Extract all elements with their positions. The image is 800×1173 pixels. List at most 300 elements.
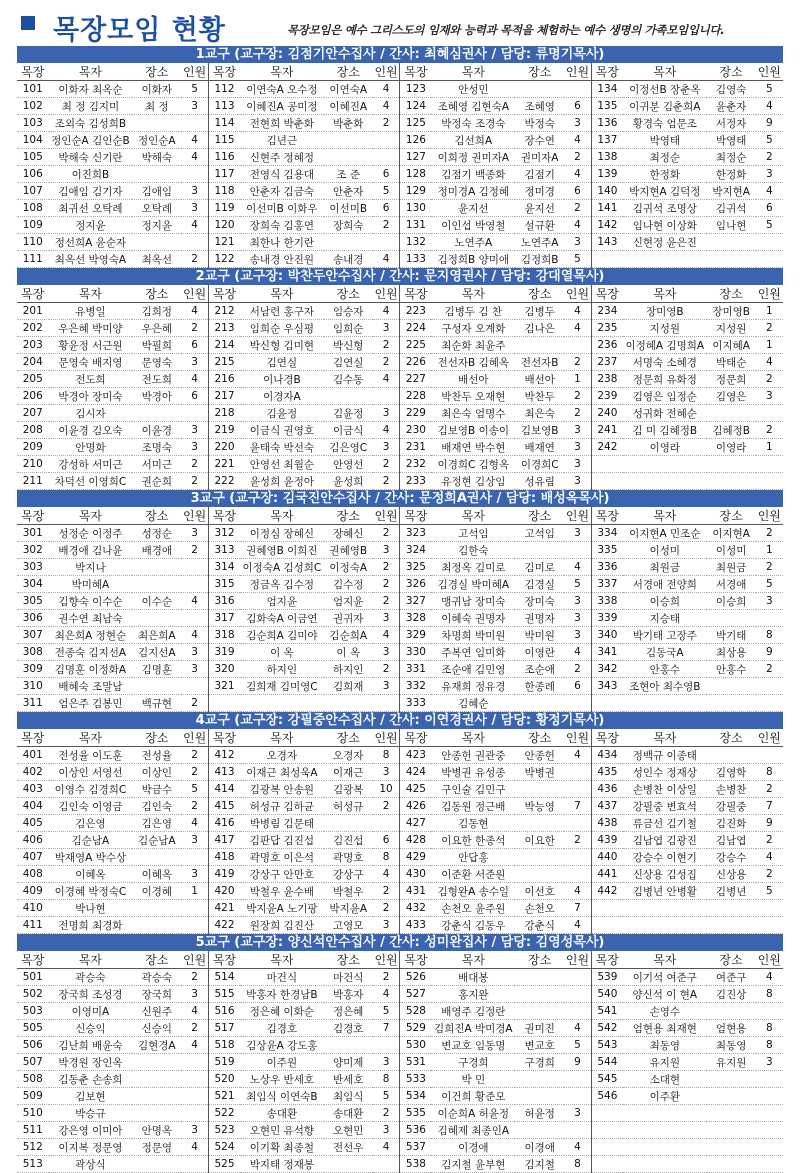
mokjang-number: 316 <box>208 593 240 610</box>
member-count: 2 <box>756 832 783 849</box>
member-count: 2 <box>181 969 208 986</box>
mokjang-number: 115 <box>208 132 240 149</box>
meeting-place: 박능영 <box>515 798 564 815</box>
table-row <box>17 183 783 200</box>
mokjang-number: 438 <box>591 815 623 832</box>
table-header-row <box>17 63 783 81</box>
column-header: 목장 <box>591 951 623 969</box>
member-count: 3 <box>181 439 208 456</box>
meeting-place: 정인순A <box>132 132 181 149</box>
mokjang-number: 106 <box>17 166 49 183</box>
member-count <box>181 234 208 251</box>
mokjang-number: 530 <box>400 1037 432 1054</box>
column-header: 목자 <box>431 729 515 747</box>
member-count <box>181 1105 208 1122</box>
member-count: 2 <box>564 661 591 678</box>
mokjang-number: 535 <box>400 1105 432 1122</box>
mokja-names: 엄지윤 <box>240 593 324 610</box>
member-count: 9 <box>756 644 783 661</box>
meeting-place <box>707 1122 756 1139</box>
member-count <box>756 1088 783 1105</box>
mokjang-number: 132 <box>400 234 432 251</box>
mokjang-number: 433 <box>400 917 432 934</box>
mokja-names: 이요한 한종석 <box>431 832 515 849</box>
member-count: 2 <box>181 695 208 712</box>
meeting-place <box>707 405 756 422</box>
column-header: 목자 <box>49 285 133 303</box>
column-header: 인원 <box>564 63 591 81</box>
mokjang-number: 528 <box>400 1003 432 1020</box>
mokjang-number <box>591 1122 623 1139</box>
mokjang-number: 229 <box>400 405 432 422</box>
member-count: 2 <box>373 354 400 371</box>
member-count: 4 <box>564 217 591 234</box>
member-count: 3 <box>181 644 208 661</box>
mokjang-number: 203 <box>17 337 49 354</box>
meeting-place: 서미근 <box>132 456 181 473</box>
mokja-names: 김희재 김미영C <box>240 678 324 695</box>
mokja-names <box>623 1139 707 1156</box>
mokja-names: 손천오 윤주원 <box>431 900 515 917</box>
mokjang-number: 431 <box>400 883 432 900</box>
column-header: 인원 <box>564 729 591 747</box>
mokjang-number: 541 <box>591 1003 623 1020</box>
member-count: 2 <box>373 593 400 610</box>
mokjang-number: 110 <box>17 234 49 251</box>
meeting-place: 권명자 <box>515 610 564 627</box>
mokjang-number: 529 <box>400 1020 432 1037</box>
mokjang-number: 402 <box>17 764 49 781</box>
mokjang-number: 331 <box>400 661 432 678</box>
member-count: 8 <box>564 1156 591 1173</box>
page-title: 목장모임 현황 <box>53 15 226 46</box>
district-section <box>17 712 783 934</box>
mokja-names: 주복연 임미화 <box>431 644 515 661</box>
mokja-names: 강은영 이미아 <box>49 1122 133 1139</box>
meeting-place: 안홍수 <box>707 661 756 678</box>
table-row <box>17 986 783 1003</box>
mokjang-number: 138 <box>591 149 623 166</box>
mokjang-number: 242 <box>591 439 623 456</box>
mokjang-number: 313 <box>208 542 240 559</box>
mokja-names: 강승수 이현기 <box>623 849 707 866</box>
mokja-names: 배경애 김나윤 <box>49 542 133 559</box>
district-table <box>17 285 783 490</box>
meeting-place: 윤춘자 <box>707 98 756 115</box>
mokjang-number: 515 <box>208 986 240 1003</box>
mokja-names: 안춘자 김금숙 <box>240 183 324 200</box>
mokja-names: 배대봉 <box>431 969 515 986</box>
mokjang-number: 339 <box>591 610 623 627</box>
member-count <box>756 1139 783 1156</box>
meeting-place: 김수동 <box>324 371 373 388</box>
mokjang-number: 429 <box>400 849 432 866</box>
column-header: 장소 <box>707 63 756 81</box>
member-count: 5 <box>564 251 591 268</box>
mokja-names: 노상우 반세호 <box>240 1071 324 1088</box>
meeting-place: 이영란 <box>515 644 564 661</box>
member-count <box>756 1003 783 1020</box>
mokjang-number: 224 <box>400 320 432 337</box>
mokjang-number: 543 <box>591 1037 623 1054</box>
mokjang-number: 512 <box>17 1139 49 1156</box>
meeting-place: 최원금 <box>707 559 756 576</box>
mokja-names: 이진희B <box>49 166 133 183</box>
meeting-place <box>515 849 564 866</box>
table-row <box>17 439 783 456</box>
member-count <box>564 849 591 866</box>
mokja-names: 이성미 <box>623 542 707 559</box>
meeting-place: 전성율 <box>132 747 181 764</box>
mokja-names: 최귀선 오탁례 <box>49 200 133 217</box>
table-row <box>17 200 783 217</box>
mokja-names: 정지윤 <box>49 217 133 234</box>
meeting-place: 강승수 <box>707 849 756 866</box>
member-count: 4 <box>181 1003 208 1020</box>
district-table <box>17 951 783 1173</box>
mokjang-number: 129 <box>400 183 432 200</box>
mokja-names: 전영식 김용대 <box>240 166 324 183</box>
mokjang-number: 130 <box>400 200 432 217</box>
mokja-names <box>623 695 707 712</box>
mokjang-number: 103 <box>17 115 49 132</box>
column-header: 목장 <box>208 63 240 81</box>
mokjang-number: 412 <box>208 747 240 764</box>
mokjang-number: 434 <box>591 747 623 764</box>
meeting-place: 백규현 <box>132 695 181 712</box>
meeting-place: 한종례 <box>515 678 564 695</box>
member-count: 2 <box>373 473 400 490</box>
meeting-place: 권귀자 <box>324 610 373 627</box>
member-count <box>564 81 591 98</box>
mokjang-number: 511 <box>17 1122 49 1139</box>
member-count <box>756 456 783 473</box>
member-count: 1 <box>756 337 783 354</box>
column-header: 인원 <box>756 729 783 747</box>
meeting-place <box>707 1156 756 1173</box>
mokja-names: 정백규 이종태 <box>623 747 707 764</box>
column-header: 장소 <box>324 729 373 747</box>
mokja-names: 박지나 <box>49 559 133 576</box>
meeting-place: 허성규 <box>324 798 373 815</box>
meeting-place <box>707 1088 756 1105</box>
mokja-names: 이정선B 장춘옥 <box>623 81 707 98</box>
column-header: 장소 <box>132 507 181 525</box>
meeting-place: 김나은 <box>515 320 564 337</box>
meeting-place <box>132 234 181 251</box>
member-count: 4 <box>564 559 591 576</box>
mokja-names: 최한나 한기란 <box>240 234 324 251</box>
mokja-names: 김선희A <box>431 132 515 149</box>
district-table <box>17 729 783 934</box>
mokja-names: 서남련 홍구자 <box>240 303 324 320</box>
mokjang-number: 302 <box>17 542 49 559</box>
mokja-names: 이인섭 박영철 <box>431 217 515 234</box>
mokjang-number: 222 <box>208 473 240 490</box>
member-count: 7 <box>564 798 591 815</box>
meeting-place <box>132 1088 181 1105</box>
mokjang-number: 123 <box>400 81 432 98</box>
member-count: 3 <box>564 1105 591 1122</box>
mokjang-number: 417 <box>208 832 240 849</box>
meeting-place: 안춘자 <box>324 183 373 200</box>
member-count <box>756 747 783 764</box>
column-header: 장소 <box>515 285 564 303</box>
mokjang-number: 332 <box>400 678 432 695</box>
mokja-names: 이정심 장혜신 <box>240 525 324 542</box>
mokjang-number: 545 <box>591 1071 623 1088</box>
member-count <box>181 849 208 866</box>
table-row <box>17 303 783 320</box>
meeting-place <box>707 1139 756 1156</box>
mokjang-number <box>591 1105 623 1122</box>
member-count: 3 <box>181 986 208 1003</box>
mokja-names: 이순희A 허윤정 <box>431 1105 515 1122</box>
member-count: 8 <box>756 1020 783 1037</box>
member-count: 3 <box>181 183 208 200</box>
meeting-place: 김인숙 <box>132 798 181 815</box>
mokja-names: 박재영A 박수상 <box>49 849 133 866</box>
member-count <box>756 917 783 934</box>
mokja-names: 소대현 <box>623 1071 707 1088</box>
mokja-names <box>623 473 707 490</box>
mokjang-number: 404 <box>17 798 49 815</box>
mokjang-number: 330 <box>400 644 432 661</box>
mokjang-number: 137 <box>591 132 623 149</box>
meeting-place: 장미숙 <box>515 593 564 610</box>
mokja-names: 정선희A 윤순자 <box>49 234 133 251</box>
meeting-place: 박철우 <box>324 883 373 900</box>
member-count: 6 <box>181 388 208 405</box>
mokjang-number: 432 <box>400 900 432 917</box>
member-count: 3 <box>564 456 591 473</box>
mokjang-number: 307 <box>17 627 49 644</box>
member-count: 5 <box>756 883 783 900</box>
meeting-place: 김지철 <box>515 1156 564 1173</box>
meeting-place: 최 정 <box>132 98 181 115</box>
mokja-names: 맹귀남 장미숙 <box>431 593 515 610</box>
mokja-names: 오경자 <box>240 747 324 764</box>
mokjang-number: 409 <box>17 883 49 900</box>
mokja-names: 배선아 <box>431 371 515 388</box>
member-count: 2 <box>373 883 400 900</box>
meeting-place: 성유림 <box>515 473 564 490</box>
mokjang-number: 120 <box>208 217 240 234</box>
mokja-names: 이기석 여준구 <box>623 969 707 986</box>
member-count: 4 <box>756 354 783 371</box>
column-header: 인원 <box>756 507 783 525</box>
mokja-names: 전종숙 김지선A <box>49 644 133 661</box>
meeting-place <box>132 166 181 183</box>
mokja-names: 김보영B 이송이 <box>431 422 515 439</box>
member-count <box>373 1037 400 1054</box>
member-count: 2 <box>756 866 783 883</box>
meeting-place <box>132 576 181 593</box>
meeting-place <box>324 132 373 149</box>
meeting-place: 최은희A <box>132 627 181 644</box>
meeting-place: 허윤정 <box>515 1105 564 1122</box>
table-row <box>17 695 783 712</box>
mokja-names: 안답홍 <box>431 849 515 866</box>
mokjang-number: 405 <box>17 815 49 832</box>
member-count: 3 <box>373 1054 400 1071</box>
mokja-names: 이주환 <box>623 1088 707 1105</box>
table-row <box>17 1105 783 1122</box>
meeting-place: 박금수 <box>132 781 181 798</box>
member-count <box>181 1156 208 1173</box>
mokjang-number: 304 <box>17 576 49 593</box>
mokja-names: 박기태 고장주 <box>623 627 707 644</box>
meeting-place: 김수정 <box>324 576 373 593</box>
mokjang-number: 514 <box>208 969 240 986</box>
meeting-place: 여준구 <box>707 969 756 986</box>
mokja-names: 송대환 <box>240 1105 324 1122</box>
mokjang-number: 507 <box>17 1054 49 1071</box>
mokjang-number: 430 <box>400 866 432 883</box>
table-row <box>17 1122 783 1139</box>
meeting-place <box>515 81 564 98</box>
mokjang-number: 336 <box>591 559 623 576</box>
meeting-place <box>707 234 756 251</box>
member-count: 8 <box>756 764 783 781</box>
meeting-place: 조혜영 <box>515 98 564 115</box>
mokja-names: 김명훈 이정화A <box>49 661 133 678</box>
table-row <box>17 217 783 234</box>
mokja-names: 곽승숙 <box>49 969 133 986</box>
member-count <box>181 610 208 627</box>
member-count <box>373 388 400 405</box>
mokja-names: 김광복 안송원 <box>240 781 324 798</box>
mokja-names: 김병년 안병활 <box>623 883 707 900</box>
district-table <box>17 63 783 268</box>
member-count: 3 <box>373 917 400 934</box>
meeting-place: 김영학 <box>707 764 756 781</box>
member-count: 2 <box>373 969 400 986</box>
column-header: 목장 <box>208 729 240 747</box>
member-count: 2 <box>756 320 783 337</box>
meeting-place <box>324 1037 373 1054</box>
column-header: 인원 <box>756 285 783 303</box>
member-count: 9 <box>564 1054 591 1071</box>
column-header: 목장 <box>17 507 49 525</box>
mokja-names: 이경자A <box>240 388 324 405</box>
mokjang-number: 502 <box>17 986 49 1003</box>
mokjang-number: 327 <box>400 593 432 610</box>
meeting-place: 김진섭 <box>324 832 373 849</box>
meeting-place <box>707 456 756 473</box>
meeting-place: 조순애 <box>515 661 564 678</box>
member-count: 8 <box>373 849 400 866</box>
meeting-place: 유지원 <box>707 1054 756 1071</box>
mokja-names: 박경아 장미숙 <box>49 388 133 405</box>
mokja-names <box>623 456 707 473</box>
mokjang-number: 101 <box>17 81 49 98</box>
meeting-place <box>324 815 373 832</box>
meeting-place: 최정순 <box>707 149 756 166</box>
mokja-names: 정미경A 김정혜 <box>431 183 515 200</box>
meeting-place: 김혜정B <box>707 422 756 439</box>
meeting-place: 안영선 <box>324 456 373 473</box>
meeting-place: 구경희 <box>515 1054 564 1071</box>
page <box>17 0 783 1173</box>
mokja-names: 김혜순 <box>431 695 515 712</box>
mokja-names: 배혜숙 조말남 <box>49 678 133 695</box>
table-row <box>17 525 783 542</box>
mokjang-number: 540 <box>591 986 623 1003</box>
member-count: 2 <box>181 542 208 559</box>
mokjang-number: 401 <box>17 747 49 764</box>
member-count <box>756 1122 783 1139</box>
mokjang-number: 524 <box>208 1139 240 1156</box>
mokja-names: 안명화 <box>49 439 133 456</box>
member-count: 4 <box>181 149 208 166</box>
mokja-names: 이경혜 박정숙C <box>49 883 133 900</box>
meeting-place: 김경실 <box>515 576 564 593</box>
meeting-place <box>515 866 564 883</box>
meeting-place: 김광복 <box>324 781 373 798</box>
mokja-names: 이나경B <box>240 371 324 388</box>
meeting-place: 윤성희 <box>324 473 373 490</box>
member-count: 3 <box>373 644 400 661</box>
meeting-place <box>324 695 373 712</box>
member-count <box>181 1054 208 1071</box>
mokjang-number: 335 <box>591 542 623 559</box>
member-count <box>564 1003 591 1020</box>
mokjang-number: 223 <box>400 303 432 320</box>
mokjang-number: 439 <box>591 832 623 849</box>
member-count: 4 <box>373 303 400 320</box>
mokjang-number: 536 <box>400 1122 432 1139</box>
column-header: 인원 <box>756 951 783 969</box>
mokja-names: 원장희 김진산 <box>240 917 324 934</box>
member-count: 3 <box>181 354 208 371</box>
mokja-names: 조순애 김민영 <box>431 661 515 678</box>
mokja-names: 신현주 정혜정 <box>240 149 324 166</box>
mokja-names <box>623 900 707 917</box>
column-header: 목장 <box>591 285 623 303</box>
column-header: 목자 <box>431 63 515 81</box>
member-count: 10 <box>373 781 400 798</box>
meeting-place: 윤지선 <box>515 200 564 217</box>
mokja-names: 구경희 <box>431 1054 515 1071</box>
mokja-names: 서경애 전양희 <box>623 576 707 593</box>
column-header: 인원 <box>181 729 208 747</box>
meeting-place <box>707 251 756 268</box>
mokja-names: 이윤경 김오숙 <box>49 422 133 439</box>
mokja-names: 황경숙 엄문조 <box>623 115 707 132</box>
mokjang-number: 539 <box>591 969 623 986</box>
mokjang-number: 114 <box>208 115 240 132</box>
mokja-names: 신승익 <box>49 1020 133 1037</box>
mokja-names: 김연실 <box>240 354 324 371</box>
meeting-place <box>132 1054 181 1071</box>
mokja-names: 정금옥 김수정 <box>240 576 324 593</box>
mokja-names: 이경희C 김형옥 <box>431 456 515 473</box>
mokja-names: 안종헌 권관중 <box>431 747 515 764</box>
table-row <box>17 337 783 354</box>
mokja-names: 배재연 박수현 <box>431 439 515 456</box>
member-count: 3 <box>564 115 591 132</box>
meeting-place: 전선우 <box>324 1139 373 1156</box>
mokja-names: 이지현A 민조순 <box>623 525 707 542</box>
mokjang-number: 227 <box>400 371 432 388</box>
meeting-place: 한정화 <box>707 166 756 183</box>
mokja-names: 장미영B <box>623 303 707 320</box>
mokjang-number <box>591 917 623 934</box>
mokjang-number: 306 <box>17 610 49 627</box>
column-header: 인원 <box>564 285 591 303</box>
district-title-band: 4교구 (교구장: 강필중안수집사 / 간사: 이연경권사 / 담당: 황정기목사) <box>17 712 783 729</box>
